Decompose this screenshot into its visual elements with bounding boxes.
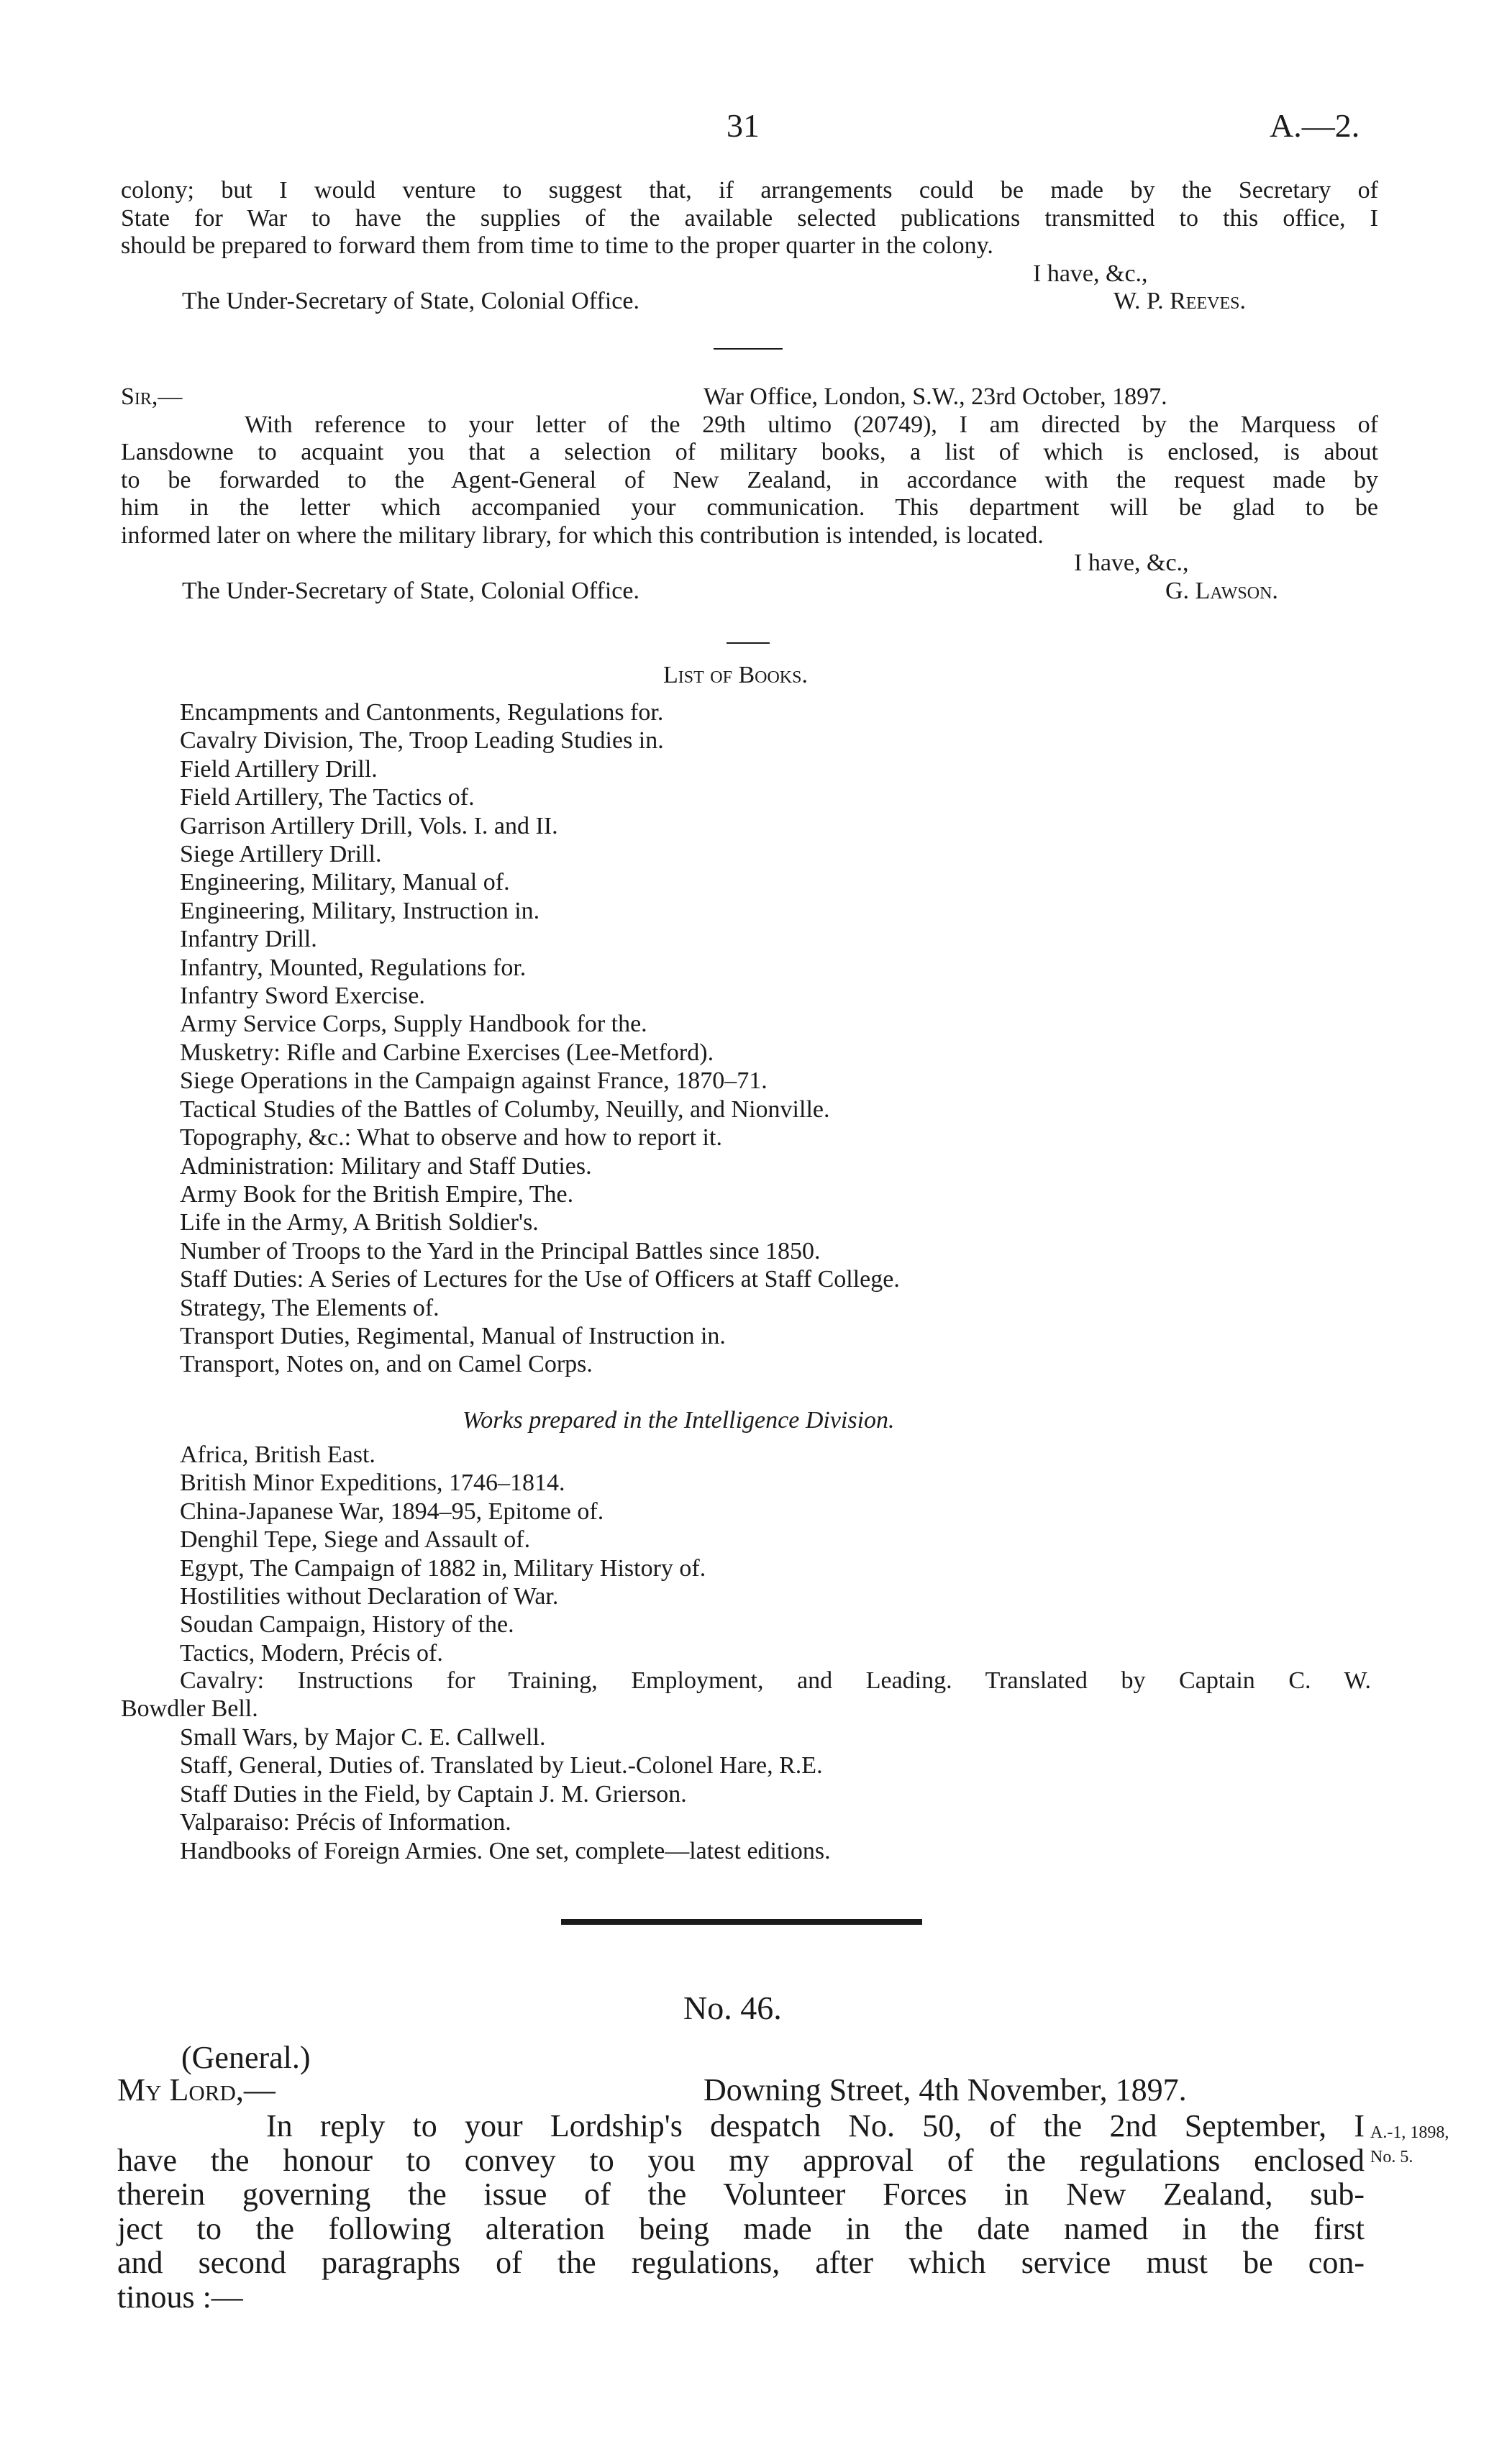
despatch-category: (General.)	[181, 2040, 311, 2075]
letter-line: With reference to your letter of the 29th ultimo (20749), I am directed by the Marquess of	[245, 411, 1378, 438]
list-item: Transport, Notes on, and on Camel Corps.	[180, 1351, 593, 1378]
list-item: Staff Duties: A Series of Lectures for the Use of Officers at Staff College.	[180, 1266, 900, 1293]
list-item: China-Japanese War, 1894–95, Epitome of.	[180, 1498, 604, 1525]
list-item: Encampments and Cantonments, Regulations for.	[180, 699, 664, 726]
letter-line: Lansdowne to acquaint you that a selection of military books, a list of which is enclosed, is about	[121, 439, 1378, 465]
list-item: Field Artillery, The Tactics of.	[180, 784, 475, 811]
letter-line: him in the letter which accompanied your communication. This department will be glad to be	[121, 494, 1378, 521]
letter-line: should be prepared to forward them from time to time to the proper quarter in the colony.	[121, 232, 993, 259]
margin-note: A.-1, 1898,	[1370, 2123, 1449, 2142]
despatch-salutation: My Lord,—	[117, 2072, 275, 2107]
letter-closing: I have, &c.,	[1033, 260, 1148, 287]
letter-line: to be forwarded to the Agent-General of New Zealand, in accordance with the request made by	[121, 466, 1378, 493]
despatch-number: No. 46.	[683, 1990, 782, 2026]
page-number: 31	[727, 107, 760, 144]
margin-note: No. 5.	[1370, 2148, 1413, 2166]
document-reference: A.—2.	[1270, 107, 1360, 144]
list-item: Topography, &c.: What to observe and how to report it.	[180, 1124, 722, 1152]
list-item: Musketry: Rifle and Carbine Exercises (Lee-Metford).	[180, 1039, 714, 1066]
list-item: Strategy, The Elements of.	[180, 1294, 440, 1321]
letter-signature: W. P. Reeves.	[1113, 288, 1246, 314]
list-item: Number of Troops to the Yard in the Principal Battles since 1850.	[180, 1237, 821, 1264]
letter-closing: I have, &c.,	[1074, 550, 1189, 576]
list-item: Egypt, The Campaign of 1882 in, Military History of.	[180, 1554, 706, 1582]
list-item-cavalry-continued: Bowdler Bell.	[121, 1695, 258, 1722]
letter-reeves	[121, 177, 1378, 316]
intelligence-list	[180, 1441, 1378, 1667]
despatch-line: ject to the following alteration being made in the date named in the first	[117, 2210, 1365, 2246]
letter-line: State for War to have the supplies of the available selected publications transmitted to this office, I	[121, 204, 1378, 232]
list-item: Garrison Artillery Drill, Vols. I. and II.	[180, 812, 558, 839]
list-item: Engineering, Military, Manual of.	[180, 869, 510, 896]
final-list	[180, 1723, 1378, 1865]
list-item: Administration: Military and Staff Duties.	[180, 1152, 592, 1180]
list-item: Siege Operations in the Campaign against France, 1870–71.	[180, 1067, 768, 1095]
letter-line: informed later on where the military library, for which this contribution is intended, is located.	[121, 521, 1044, 549]
section-divider-heavy	[561, 1919, 922, 1925]
despatch-line: have the honour to convey to you my approval of the regulations enclosed	[117, 2142, 1365, 2178]
list-item: Tactics, Modern, Précis of.	[180, 1639, 443, 1667]
book-list	[180, 698, 1378, 1379]
letter-line: colony; but I would venture to suggest that, if arrangements could be made by the Secretary of	[121, 177, 1378, 204]
list-item: Engineering, Military, Instruction in.	[180, 897, 540, 924]
list-item: Life in the Army, A British Soldier's.	[180, 1209, 539, 1236]
list-item: Infantry, Mounted, Regulations for.	[180, 954, 527, 981]
list-item: Cavalry Division, The, Troop Leading Studies in.	[180, 727, 664, 755]
list-item: Transport Duties, Regimental, Manual of Instruction in.	[180, 1322, 726, 1349]
list-item: Africa, British East.	[180, 1441, 375, 1468]
list-item: British Minor Expeditions, 1746–1814.	[180, 1469, 565, 1497]
despatch-line: therein governing the issue of the Volunteer Forces in New Zealand, sub-	[117, 2177, 1365, 2212]
letter-heading	[121, 383, 1378, 411]
despatch-address: Downing Street, 4th November, 1897.	[703, 2072, 1187, 2107]
list-item: Small Wars, by Major C. E. Callwell.	[180, 1724, 546, 1751]
list-item-cavalry: Cavalry: Instructions for Training, Employment, and Leading. Translated by Captain C. W.	[180, 1667, 1371, 1694]
list-item: Field Artillery Drill.	[180, 755, 378, 783]
letter-footer	[121, 288, 1378, 316]
intelligence-heading: Works prepared in the Intelligence Division.	[463, 1407, 895, 1434]
list-item: Handbooks of Foreign Armies. One set, complete—latest editions.	[180, 1837, 831, 1864]
section-divider	[714, 348, 783, 350]
list-item: Army Book for the British Empire, The.	[180, 1180, 574, 1208]
section-divider	[727, 642, 770, 644]
list-item: Valparaiso: Précis of Information.	[180, 1809, 511, 1836]
list-item: Infantry Sword Exercise.	[180, 983, 425, 1010]
letter-salutation: Sir,—	[121, 383, 183, 410]
despatch-line: In reply to your Lordship's despatch No. 50, of the 2nd September, I	[266, 2108, 1365, 2143]
despatch-heading	[117, 2072, 1365, 2108]
letter-signature: G. Lawson.	[1165, 577, 1278, 604]
letter-lawson	[121, 383, 1378, 605]
list-item: Hostilities without Declaration of War.	[180, 1583, 559, 1610]
book-list-title: List of Books.	[663, 662, 808, 688]
list-item: Staff Duties in the Field, by Captain J. M. Grierson.	[180, 1780, 687, 1808]
letter-footer	[121, 578, 1378, 606]
despatch-line: and second paragraphs of the regulations, after which service must be con-	[117, 2245, 1365, 2280]
despatch-line: tinous :—	[117, 2279, 243, 2315]
list-item: Soudan Campaign, History of the.	[180, 1611, 514, 1639]
despatch-body	[117, 2109, 1365, 2314]
list-item: Staff, General, Duties of. Translated by Lieut.-Colonel Hare, R.E.	[180, 1752, 823, 1780]
letter-recipient: The Under-Secretary of State, Colonial Office.	[182, 288, 639, 314]
list-item: Tactical Studies of the Battles of Columby, Neuilly, and Nionville.	[180, 1095, 830, 1123]
list-item: Siege Artillery Drill.	[180, 841, 382, 868]
list-item: Denghil Tepe, Siege and Assault of.	[180, 1526, 531, 1554]
letter-recipient: The Under-Secretary of State, Colonial Office.	[182, 577, 639, 604]
list-item: Infantry Drill.	[180, 926, 317, 953]
list-item: Army Service Corps, Supply Handbook for the.	[180, 1011, 647, 1038]
letter-address: War Office, London, S.W., 23rd October, 1897.	[703, 383, 1167, 410]
